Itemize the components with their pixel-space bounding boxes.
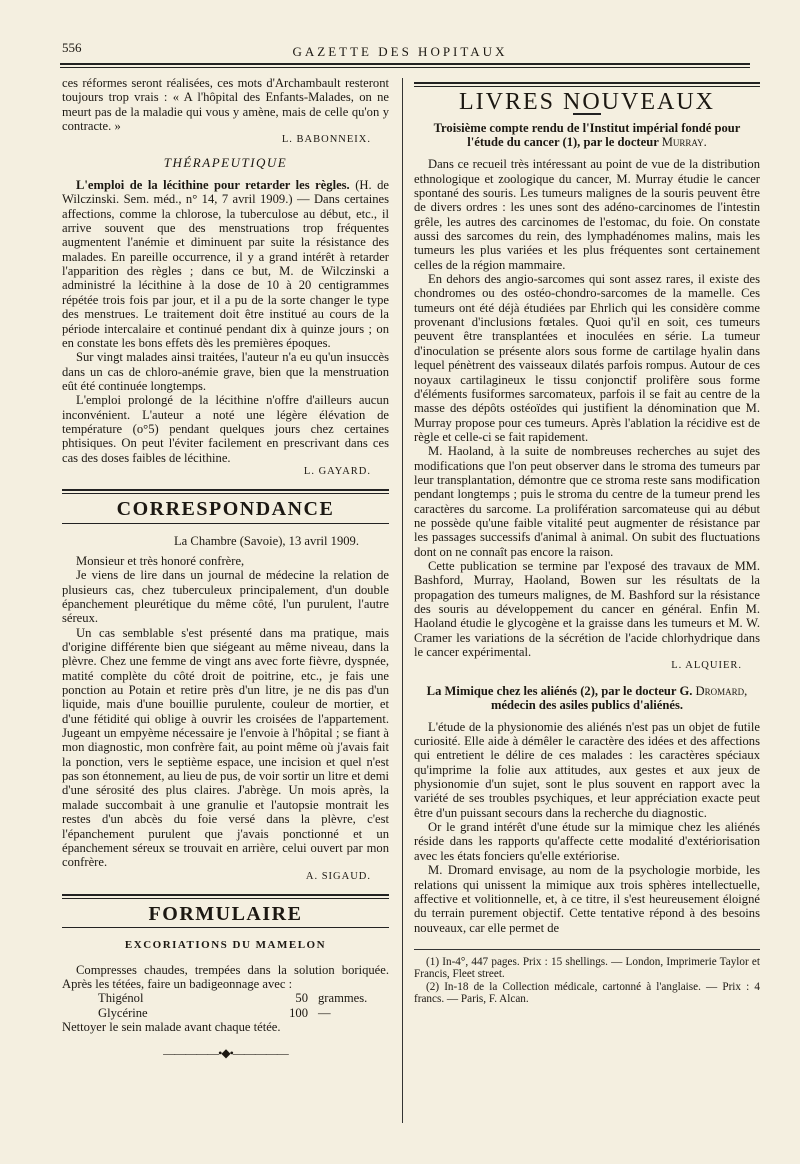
- ornament-divider: —————•◆•—————: [163, 1046, 288, 1061]
- formula-quantity: 100: [289, 1005, 308, 1020]
- formula-row: [62, 1006, 389, 1020]
- formula-ingredient: Thigénol: [98, 991, 144, 1006]
- running-head: GAZETTE DES HOPITAUX: [292, 44, 508, 59]
- correspondance-rule: [62, 489, 389, 494]
- footnote-2: (2) In-18 de la Collection médicale, cartonné à l'anglaise. — Prix : 4 francs. — Paris, F. Alcan.: [414, 980, 760, 1006]
- book2-title-text: La Mimique chez les aliénés (2), par le docteur G.: [426, 683, 696, 698]
- book2-author: Dromard,: [695, 683, 748, 698]
- letter-paragraph-2: Un cas semblable s'est présenté dans ma pratique, mais d'origine différente bien que siégeant au même niveau, dans la plèvre. Chez une femme de vingt ans avec forte fièvre, dyspnée, matité complète du côté droit de poitrine, etc., je fais une ponction au Potain et retire près d'un litre, je ne dis pas d'un liquide, mais d'une bouillie purulente, couleur de mortier, et d'une fétidité qui oblige à ouvrir les croisées de l'appartement. Jugeant un empyème nécessaire je l'envoie à l'hôpital ; se fiant à mon diagnostic, mon confrère fait, au point même où j'avais fait la ponction, vers le septième espace, une incision et quel n'est pas son étonnement, au lieu de pus, de voir sortir un litre et demi d'une sérosité des plus claires. J'abrège. Un mois après, la malade succombait à une granulie et l'autopsie montrait les restes d'un abcès du foie versé dans la plèvre, c'est l'épanchement purulent que j'avais ponctionné et un épanchement séreux se trouvait en arrière, celui ouvert par mon confrère.: [62, 625, 389, 870]
- formula-unit: grammes.: [318, 991, 368, 1006]
- book2-title: [414, 684, 760, 712]
- letter-salutation: Monsieur et très honoré confrère,: [76, 553, 245, 568]
- formulaire-underline: [62, 927, 389, 928]
- book1-title-text: Troisième compte rendu de l'Institut impérial fondé pour l'étude du cancer (1), par le docteur: [433, 121, 741, 150]
- formula-ingredient: Glycérine: [98, 1005, 148, 1020]
- lecithine-paragraph-2: Sur vingt malades ainsi traitées, l'auteur n'a eu qu'un insuccès dans un cas de chloro-anémie grave, bien que la menstruation eût été continuée longtemps.: [62, 350, 389, 393]
- left-column: [62, 76, 389, 1061]
- book2-title-suffix: médecin des asiles publics d'aliénés.: [490, 697, 684, 712]
- book1-paragraph-3: M. Haoland, à la suite de nombreuses recherches au sujet des modifications que l'on peut observer dans le stroma des tumeurs par leur transplantation, démontre que ce stroma reste sans modification pendant longtemps ; puis le stroma du centre de la tumeur prend les caractères du sarcome. La prolifération sarcomateuse qui au début ne possède qu'une faible vitalité peut augmenter de résistance par les passages successifs d'animal à animal. On subit des fluctuations dont on ne connaît pas encore la raison.: [414, 444, 760, 559]
- lecithine-text-1: Dans certaines affections, comme la chlorose, la tuberculose au début, etc., il arrive souvent que des menstruations trop fréquentes augmentent l'anémie et diminuent par suite la résistance des malades. En pareille occurrence, il y a grand intérêt à retarder l'apparition des règles ; dans ce but, M. de Wilczinski a administré la lécithine à la dose de 10 à 20 centigrammes répétée trois fois par jour, et il a pu de la sorte changer le type des menstrues. Le traitement doit être institué au cours de la période intercalaire et continué pendant dix à quinze jours ; on en constate les bons effets dès les premières époques.: [62, 192, 389, 350]
- formulaire-paragraph-2: Nettoyer le sein malade avant chaque tétée.: [62, 1019, 281, 1034]
- footnote-1: (1) In-4°, 447 pages. Prix : 15 shellings. — London, Imprimerie Taylor et Francis, Fleet street.: [414, 955, 760, 981]
- formulaire-rule: [62, 894, 389, 899]
- intro-signature: L. BABONNEIX.: [281, 134, 371, 146]
- formula-unit: —: [318, 1005, 331, 1020]
- book2-paragraph-1: L'étude de la physionomie des aliénés n'est pas un objet de futile curiosité. Elle aide à démêler le caractère des idées et des affections qui entretient le délire de ces malades : les caractères spéciaux qu'imprime la folie aux attitudes, aux gestes et aux jeux de physionomie d'un sujet, sont le plus souvent en rapport avec la variété de ses troubles psychiques, et leur appréciation exacte peut être d'un puissant secours dans la recherche du diagnostic.: [414, 719, 760, 820]
- letter-date: La Chambre (Savoie), 13 avril 1909.: [173, 533, 359, 548]
- lecithine-paragraph-3: L'emploi prolongé de la lécithine n'offre d'ailleurs aucun inconvénient. L'auteur a noté une légère élévation de température (o°5) pendant quelques jours chez certaines phtisiques. On peut l'éviter facilement en prescrivant dans ces cas des doses faibles de lécithine.: [62, 393, 389, 465]
- lecithine-citation: (H. de Wilczinski. Sem. méd., n° 14, 7 avril 1909.) —: [62, 178, 389, 207]
- book2-paragraph-2: Or le grand intérêt d'une étude sur la mimique chez les aliénés réside dans les rapports qu'affecte cette modalité d'extériorisation avec les états fonciers qu'elle extériorise.: [414, 820, 760, 863]
- livres-heading: LIVRES NOUVEAUX: [459, 89, 715, 115]
- header-rule: [60, 63, 750, 65]
- lecithine-signature: L. GAYARD.: [303, 465, 371, 477]
- lecithine-paragraph-1: [62, 178, 389, 350]
- letter-paragraph-1: Je viens de lire dans un journal de médecine la relation de plusieurs cas, chez tuberculeux principalement, d'un double épanchement pleurétique du même côté, l'un purulent, l'autre séreux.: [62, 568, 389, 626]
- formulaire-heading: FORMULAIRE: [148, 902, 303, 925]
- correspondance-section: [62, 489, 389, 523]
- formulaire-paragraph-1: Compresses chaudes, trempées dans la solution boriquée. Après les tétées, faire un badigeonnage avec :: [62, 962, 389, 991]
- correspondance-heading: CORRESPONDANCE: [116, 498, 335, 521]
- letter-signature: A. SIGAUD.: [305, 870, 371, 882]
- book1-paragraph-4: Cette publication se termine par l'exposé des travaux de MM. Bashford, Murray, Haoland, Bowen sur les résultats de la propagation des tumeurs malignes, de M. Bashford sur la résistance des souris au développement du cancer en général. Enfin M. Haoland étudie le glycogène et la graisse dans les tumeurs et M. W. Cramer les variations de la sécrétion de l'acide chlorhydrique dans le cancer expérimental.: [414, 558, 760, 660]
- intro-paragraph: ces réformes seront réalisées, ces mots d'Archambault resteront toujours trop vrais : « A l'hôpital des Enfants-Malades, on ne meurt pas de la maladie qui vous y amène, mais de celle qu'on y contracte. »: [62, 76, 389, 134]
- therapeutique-heading: THÉRAPEUTIQUE: [163, 154, 288, 170]
- formulaire-section: [62, 894, 389, 928]
- book2-paragraph-3: M. Dromard envisage, au nom de la psychologie morbide, les relations qui unissent la mimique aux trois sphères intellectuelle, affective et volitionnelle, et, à ce titre, il s'est heureusement éloigné du terrain purement objectif. Cette tentative répond à des besoins nouveaux, car elle permet de: [414, 863, 760, 935]
- footnotes: [414, 949, 760, 1006]
- header-rule-thin: [60, 67, 750, 68]
- book1-author: Murray.: [661, 135, 707, 150]
- right-column: [402, 82, 760, 1006]
- book1-title: [414, 121, 760, 149]
- page-number: 556: [62, 40, 82, 55]
- formula-row: [62, 991, 389, 1005]
- formulaire-subheading: EXCORIATIONS DU MAMELON: [124, 939, 327, 952]
- formula-quantity: 50: [295, 991, 308, 1006]
- livres-rule: [414, 82, 760, 87]
- book1-signature: L. ALQUIER.: [671, 660, 742, 672]
- lecithine-title: L'emploi de la lécithine pour retarder les règles.: [76, 178, 350, 193]
- book1-paragraph-2: En dehors des angio-sarcomes qui sont assez rares, il existe des chondromes ou des ostéo-chondro-sarcomes de la mamelle. Ces tumeurs ont été déjà étudiées par Ehrlich qui les considère comme provenant d'inclusions fœtales. Quoi qu'il en soit, ces tumeurs peuvent être transplantées et inoculées en série. La tumeur d'inoculation se présente alors sous forme de cartilage hyalin dans lequel pénètrent des vaisseaux dilatés parfois rompus. Autour de ces noyaux cartilagineux le tissu conjonctif prolifère sous forme d'éléments fusiformes sarcomateux, parfois il se fait au centre de la masse des dépôts ostéoïdes qui justifient la dénomination que M. Murray propose pour ces tumeurs. Après l'ablation la récidive est de règle et celle-ci se fait rapidement.: [414, 272, 760, 444]
- correspondance-underline: [62, 523, 389, 524]
- book1-paragraph-1: Dans ce recueil très intéressant au point de vue de la distribution ethnologique et zoologique du cancer, M. Murray étudie le cancer spontané des souris. Les tumeurs malignes de la souris peuvent être de divers ordres : les unes sont des adéno-carcinomes de l'intestin grêle, les autres des carcinomes de l'estomac, du foie. On constate aussi des sarcomes du rein, des lymphadénomes malins, mais les tumeurs les plus variées et les plus fréquentes sont certainement celles de la région mammaire.: [414, 157, 760, 272]
